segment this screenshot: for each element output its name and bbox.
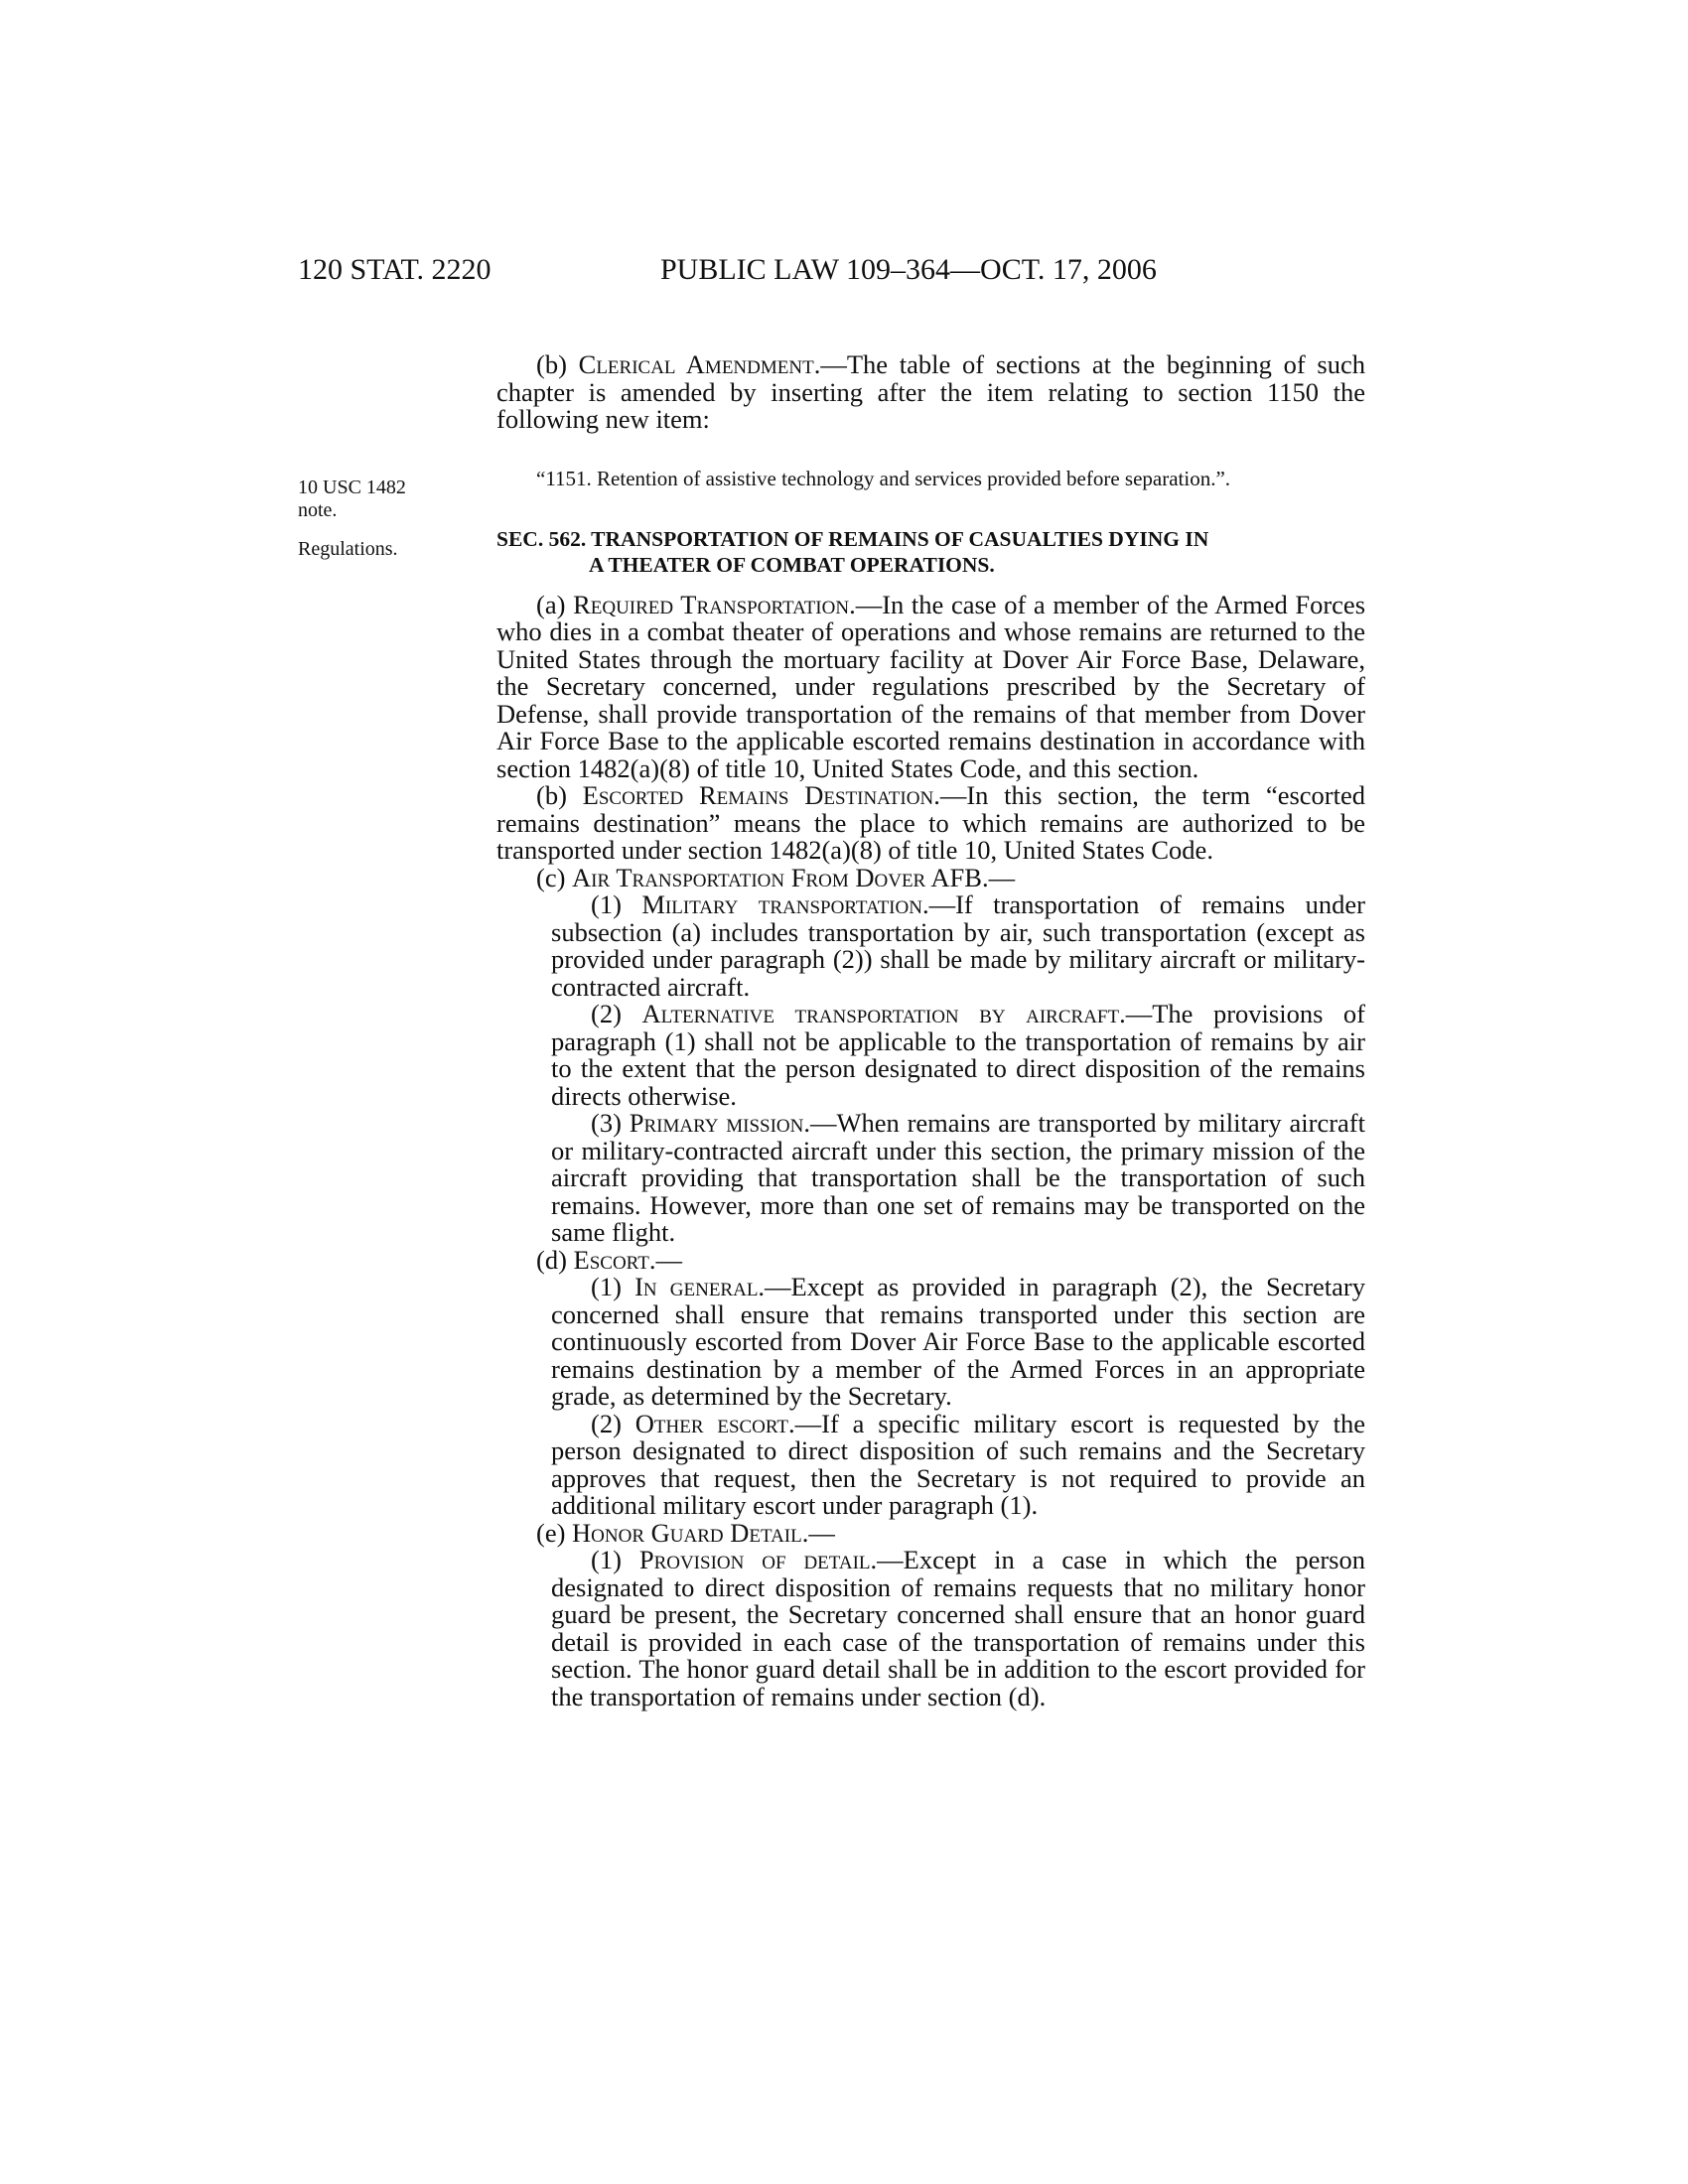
subsection-a-prefix: (a) bbox=[536, 589, 574, 619]
paragraph-c1-text: .—If transportation of remains under subsection (a) includes transportation by air, such transportation (except as provided under paragraph (2)) shall be made by military aircraft or military-contracted aircraft. bbox=[551, 889, 1365, 1002]
subsection-d-prefix: (d) bbox=[536, 1244, 574, 1275]
margin-note-usc bbox=[298, 477, 477, 522]
running-head: PUBLIC LAW 109–364—OCT. 17, 2006 bbox=[660, 253, 1157, 286]
paragraph-c3 bbox=[496, 1110, 1365, 1247]
document-body bbox=[496, 351, 1365, 1710]
margin-note-usc-line2: note. bbox=[298, 499, 338, 521]
subsection-e-text: .— bbox=[801, 1517, 835, 1548]
statute-page-number: 120 STAT. 2220 bbox=[298, 253, 492, 286]
subsection-d bbox=[496, 1244, 1365, 1275]
paragraph-e1-heading: Provision of detail bbox=[638, 1545, 871, 1574]
margin-note-regulations: Regulations. bbox=[298, 538, 398, 560]
subsection-c-text: .— bbox=[981, 862, 1016, 892]
clerical-prefix: (b) bbox=[536, 349, 579, 379]
paragraph-e1 bbox=[496, 1547, 1365, 1710]
subsection-d-text: .— bbox=[648, 1244, 682, 1275]
margin-note-usc-line1: 10 USC 1482 bbox=[298, 477, 406, 498]
paragraph-c2-prefix: (2) bbox=[591, 999, 642, 1028]
paragraph-d2 bbox=[496, 1408, 1365, 1520]
paragraph-d1-prefix: (1) bbox=[591, 1272, 635, 1301]
subsection-c bbox=[496, 862, 1365, 892]
paragraph-c3-text: .—When remains are transported by military aircraft or military-contracted aircraft under this section, the primary mission of the aircraft providing that transportation shall be the transportation of such remains. However, more than one set of remains may be transported on the same flight. bbox=[551, 1108, 1365, 1247]
subsection-b-prefix: (b) bbox=[536, 780, 583, 810]
section-heading bbox=[496, 526, 1365, 578]
subsection-a-text: .—In the case of a member of the Armed Forces who dies in a combat theater of operations and whose remains are returned to the United States through the mortuary facility at Dover Air Force Base, Delaware, the Secretary concerned, under regulations prescribed by the Secretary of Defense, shall provide transportation of the remains of that member from Dover Air Force Base to the applicable escorted remains destination in accordance with section 1482(a)(8) of title 10, United States Code, and this section. bbox=[496, 589, 1366, 783]
subsection-e-heading: Honor Guard Detail bbox=[572, 1517, 802, 1548]
section-heading-line2: A THEATER OF COMBAT OPERATIONS. bbox=[589, 552, 995, 577]
paragraph-c2-heading: Alternative transportation by aircraft bbox=[641, 999, 1120, 1028]
paragraph-c1-heading: Military transportation bbox=[641, 889, 922, 919]
paragraph-d1-heading: In general bbox=[634, 1272, 759, 1301]
page-header bbox=[0, 250, 1688, 290]
paragraph-e1-prefix: (1) bbox=[591, 1545, 639, 1574]
paragraph-c2-text: .—The provisions of paragraph (1) shall not be applicable to the transportation of remains by air to the extent that the person designated to direct disposition of the remains directs otherwise. bbox=[551, 999, 1365, 1111]
paragraph-c3-heading: Primary mission bbox=[629, 1108, 804, 1138]
clerical-amendment-paragraph bbox=[496, 351, 1365, 434]
section-heading-line1: SEC. 562. TRANSPORTATION OF REMAINS OF CASUALTIES DYING IN bbox=[496, 526, 1209, 551]
paragraph-c1 bbox=[496, 891, 1365, 1001]
paragraph-d2-text: .—If a specific military escort is requested by the person designated to direct disposition of such remains and the Secretary approves that request, then the Secretary is not required to provide an additional military escort under paragraph (1). bbox=[551, 1408, 1365, 1520]
paragraph-e1-text: .—Except in a case in which the person designated to direct disposition of remains requests that no military honor guard be present, the Secretary concerned shall ensure that an honor guard detail is provided in each case of the transportation of remains under this section. The honor guard detail shall be in addition to the escort provided for the transportation of remains under section (d). bbox=[551, 1545, 1365, 1711]
subsection-d-heading: Escort bbox=[573, 1244, 649, 1275]
paragraph-c3-prefix: (3) bbox=[591, 1108, 630, 1138]
paragraph-d2-prefix: (2) bbox=[591, 1408, 635, 1438]
paragraph-c2 bbox=[496, 1001, 1365, 1110]
paragraph-d1-text: .—Except as provided in paragraph (2), the Secretary concerned shall ensure that remains transported under this section are continuously escorted from Dover Air Force Base to the applicable escorted remains destination by a member of the Armed Forces in an appropriate grade, as determined by the Secretary. bbox=[551, 1272, 1365, 1411]
subsection-a-heading: Required Transportation bbox=[573, 589, 850, 619]
paragraph-c1-prefix: (1) bbox=[591, 889, 642, 919]
subsection-b-text: .—In this section, the term “escorted remains destination” means the place to which remains are authorized to be transported under section 1482(a)(8) of title 10, United States Code. bbox=[496, 780, 1365, 865]
subsection-c-heading: Air Transportation From Dover AFB bbox=[572, 862, 982, 892]
paragraph-d2-heading: Other escort bbox=[634, 1408, 789, 1438]
subsection-a bbox=[496, 589, 1366, 783]
subsection-b-heading: Escorted Remains Destination bbox=[582, 780, 934, 810]
paragraph-d1 bbox=[496, 1274, 1365, 1411]
clerical-text: .—The table of sections at the beginning of such chapter is amended by inserting after the item relating to section 1150 the following new item: bbox=[496, 349, 1365, 434]
subsection-e bbox=[496, 1517, 1365, 1548]
subsection-e-prefix: (e) bbox=[536, 1517, 573, 1548]
subsection-c-prefix: (c) bbox=[536, 862, 573, 892]
subsection-b bbox=[496, 782, 1365, 865]
clerical-heading: Clerical Amendment bbox=[578, 349, 814, 379]
table-of-sections-item: “1151. Retention of assistive technology and services provided before separation.”. bbox=[536, 466, 1231, 490]
